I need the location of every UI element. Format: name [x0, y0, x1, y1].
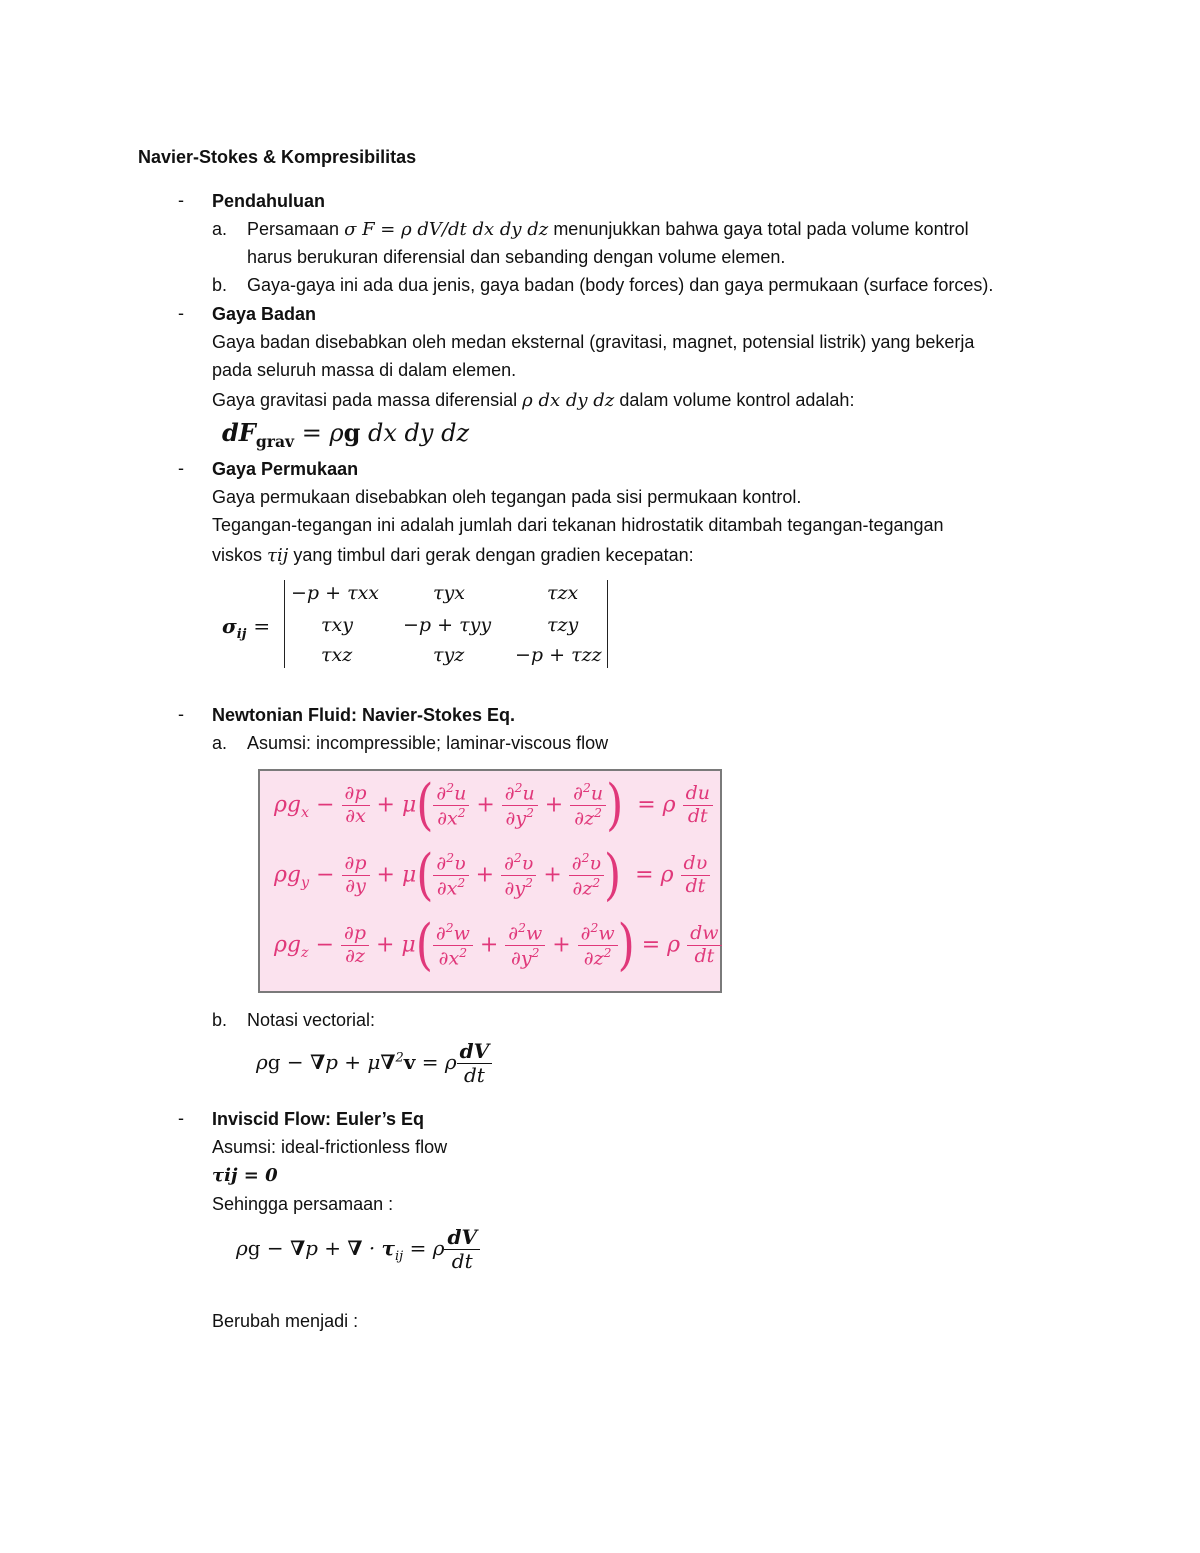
- text-fragment: viskos: [212, 545, 263, 565]
- document-title: Navier-Stokes & Kompresibilitas: [138, 147, 417, 167]
- matrix-cell: τzx: [547, 582, 579, 604]
- bullet-dash: -: [178, 190, 184, 210]
- paragraph-line: [212, 544, 694, 567]
- paragraph-line: Berubah menjadi :: [212, 1311, 359, 1331]
- paragraph-line: Tegangan-tegangan ini adalah jumlah dari tekanan hidrostatik ditambah tegangan-tegangan: [212, 515, 944, 535]
- inline-math: σ F = ρ dV/dt dx dy dz: [344, 219, 549, 240]
- list-marker: b.: [212, 1010, 228, 1030]
- text-fragment: menunjukkan bahwa gaya total pada volume kontrol: [553, 219, 969, 239]
- bullet-dash: -: [178, 458, 184, 478]
- bullet-dash: -: [178, 1108, 184, 1128]
- navier-stokes-x-equation: $\rho g_x$ − $\frac{\partial p}{\partial x}$ + μ( $\frac{\partial^2u}{\partial x^2}$ + $\frac{\partial^2u}{\partial y^2}$ + $\frac{\partial^2u}{\partial z^2}$ ) = ρ $\frac{du}{dt}$: [274, 781, 713, 830]
- list-item-text: [247, 218, 969, 241]
- section-heading: Inviscid Flow: Euler’s Eq: [212, 1109, 425, 1129]
- text-fragment: dalam volume kontrol adalah:: [619, 390, 855, 410]
- text-fragment: yang timbul dari gerak dengan gradien kecepatan:: [293, 545, 694, 565]
- paragraph-line: Gaya permukaan disebabkan oleh tegangan pada sisi permukaan kontrol.: [212, 487, 802, 507]
- navier-stokes-equation-box: [258, 769, 722, 993]
- section-heading: Gaya Badan: [212, 304, 317, 324]
- euler-equation: ρg − ∇p + ∇ · $\tau_{ij} = \rho$ $\frac{dV}{dt}$: [236, 1226, 480, 1273]
- matrix-cell: τzy: [547, 614, 579, 636]
- navier-stokes-y-equation: $\rho g_y$ − $\frac{\partial p}{\partial y}$ + μ( $\frac{\partial^2\upsilon}{\partial x^2}$ + $\frac{\partial^2\upsilon}{\partial y^2}$ + $\frac{\partial^2\upsilon}{\partial z^2}$ ) = ρ $\frac{d\upsilon}{dt}$: [274, 851, 710, 900]
- list-marker: b.: [212, 275, 228, 295]
- gravity-equation: $dF_{grav} = \rho g$ dx dy dz: [222, 418, 470, 451]
- paragraph-line: Asumsi: ideal-frictionless flow: [212, 1137, 448, 1157]
- matrix-cell: τxy: [321, 614, 353, 636]
- stress-tensor-lhs: $\sigma_{ij}$ =: [222, 614, 271, 642]
- navier-stokes-z-equation: $\rho g_z$ − $\frac{\partial p}{\partial z}$ + μ( $\frac{\partial^2w}{\partial x^2}$ + $\frac{\partial^2w}{\partial y^2}$ + $\frac{\partial^2w}{\partial z^2}$ ) = ρ $\frac{dw}{dt}$: [274, 921, 722, 970]
- list-marker: a.: [212, 219, 228, 239]
- matrix-cell: τyx: [433, 582, 465, 604]
- paragraph-line: τij = 0: [212, 1165, 278, 1186]
- section-heading: Newtonian Fluid: Navier-Stokes Eq.: [212, 705, 516, 725]
- text-fragment: Gaya gravitasi pada massa diferensial: [212, 390, 518, 410]
- matrix-cell: −p + τzz: [515, 644, 602, 666]
- inline-math: τij: [267, 545, 289, 566]
- vector-navier-stokes-equation: ρg − ∇p + μ∇$^2$v = ρ $\frac{dV}{dt}$: [256, 1040, 492, 1087]
- section-heading: Pendahuluan: [212, 191, 326, 211]
- paragraph-line: [212, 389, 854, 412]
- matrix-cell: −p + τxx: [291, 582, 380, 604]
- matrix-cell: τxz: [321, 644, 353, 666]
- list-item-text: Notasi vectorial:: [247, 1010, 376, 1030]
- matrix-cell: −p + τyy: [403, 614, 492, 636]
- list-marker: a.: [212, 733, 228, 753]
- paragraph-line: pada seluruh massa di dalam elemen.: [212, 360, 517, 380]
- section-heading: Gaya Permukaan: [212, 459, 359, 479]
- list-item-text: Asumsi: incompressible; laminar-viscous flow: [247, 733, 609, 753]
- bullet-dash: -: [178, 704, 184, 724]
- text-fragment: Persamaan: [247, 219, 340, 239]
- bullet-dash: -: [178, 303, 184, 323]
- stress-tensor-matrix: [284, 580, 608, 668]
- matrix-cell: τyz: [433, 644, 465, 666]
- paragraph-line: Sehingga persamaan :: [212, 1194, 394, 1214]
- inline-math: ρ dx dy dz: [522, 390, 615, 411]
- list-item-continuation: harus berukuran diferensial dan sebanding dengan volume elemen.: [247, 247, 786, 267]
- paragraph-line: Gaya badan disebabkan oleh medan eksternal (gravitasi, magnet, potensial listrik) yang bekerja: [212, 332, 975, 352]
- list-item-text: Gaya-gaya ini ada dua jenis, gaya badan (body forces) dan gaya permukaan (surface forces).: [247, 275, 994, 295]
